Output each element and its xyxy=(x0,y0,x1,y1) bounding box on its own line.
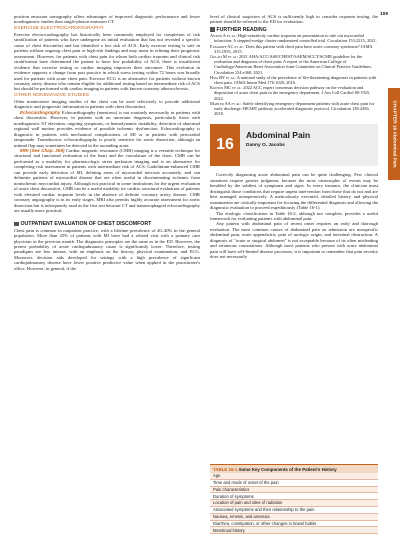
reference-item: Anand A et al: High-sensitivity cardiac troponin on presentation to rule out myocardial infarction: A stepped-wedge cluster randomized controlled trial. Circulation 153:2215, 2021. xyxy=(210,33,377,44)
reference-item: Hsia RY et al: A national study of the prevalence of life-threatening diagnoses in patients with chest pain. JAMA Intern Med 176:1029, 2016. xyxy=(210,74,377,85)
table-label: TABLE 16-1 xyxy=(213,466,238,472)
ecg-heading: EXERCISE ELECTROCARDIOGRAPHY xyxy=(14,25,104,31)
echo-paragraph xyxy=(14,110,200,148)
reference-item: Gulati M et al: 2021 AHA/ACC/ASE/CHEST/SAEM/SCCT/SCMR guideline for the evaluation and diagnosis of chest pain: A report of the American College of Cardiology/American Heart Association Joint Committee on Clinical Practice Guidelines. Circulation 154:e368, 2021. xyxy=(210,53,372,75)
table-row: Diarrhea, constipation, or other changes in bowel habits xyxy=(210,521,378,528)
echo-label: Echocardiography xyxy=(20,109,61,115)
chapter-banner xyxy=(210,124,378,166)
reference-list xyxy=(210,33,378,116)
mri-paragraph xyxy=(14,148,200,213)
mri-text: Cardiac magnetic resonance (CMR) imaging is a versatile technique for structural and functional evaluation of the heart and the vasculature of the chest. CMR can be performed as a modality for pharmacologic stress perfusion imaging and is an alternative for completing risk assessment in patients with intermediate risk of ACS. Gadolinium-enhanced CMR can provide early detection of MI, defining areas of myocardial necrosis accurately, and can delineate patterns of myocardial disease that are often useful in discriminating ischemic from nonischemic myocardial injury. Although not practical in some institutions for the urgent evaluation of acute chest discomfort, CMR can be a useful modality for cardiac structural evaluation of patients with elevated cardiac troponin levels in the absence of definite coronary artery disease. CMR coronary angiography is in its early stages. MRI also permits highly accurate assessment for aortic dissection but is infrequently used as the first test because CT and transesophageal echocardiography are usually more practical. xyxy=(14,147,200,213)
side-tab-label: CHAPTER 16 Abdominal Pain xyxy=(391,100,397,168)
ecg-paragraph: Exercise electrocardiography has historically been commonly employed for completion of risk stratification of patients who have undergone an initial evaluation that has not revealed a specific cause of chest discomfort and has identified a low risk of ACS. Early exercise testing is safe in patients without ongoing chest pain or high-risk findings and may assist in refining their prognostic assessment. However, for patients with chest pain for whom both cardiac troponin and clinical risk stratification have determined the patient to have low probability of ACS, there is insufficient evidence that exercise testing or cardiac imaging improves their outcomes. This evolution in evidence supports a change from past practice in which stress testing within 72 hours was broadly used for patients with acute chest pain. Exercise ECG is an alternative for patients without known coronary artery disease who remain eligible for additional testing based on intermediate risk of ACS but should be performed with cardiac imaging in patients with known coronary atherosclerosis. xyxy=(14,31,200,92)
body-paragraph-3: Any patient with abdominal pain of recent onset requires an early and thorough evaluation. The most common causes of abdominal pain on admission are nonspecific abdominal pain, acute appendicitis, pain of urologic origin, and intestinal obstruction. A diagnosis of "acute or surgical abdomen" is not acceptable because of its often misleading and erroneous connotations. Although most patients who present with acute abdominal pain will have self-limited disease processes, it is important to remember that pain severity does not necessarily xyxy=(210,221,378,260)
echo-text: Echocardiography (nonstress) is not routinely necessarily in patients with chest discomfort. However, in patients with an uncertain diagnosis, particularly those with nondiagnostic ST elevation, ongoing symptoms, or hemodynamic instability, detection of abnormal regional wall motion provides evidence of possible ischemic dysfunction. Echocardiography is diagnostic in patients with mechanical complications of MI or in patients with pericardial tamponade. Transthoracic echocardiography is poorly sensitive for aortic dissection, although an intimal flap may sometimes be detected in the ascending aorta. xyxy=(14,109,200,148)
table-title xyxy=(210,465,378,473)
section-square-icon xyxy=(14,222,19,227)
chapter-side-tab xyxy=(388,88,400,180)
table-row: Time and mode of onset of the pain xyxy=(210,480,378,487)
page-number: 109 xyxy=(379,12,388,17)
table-body xyxy=(210,473,378,534)
body-paragraph-1: Correctly diagnosing acute abdominal pain can be quite challenging. Few clinical situations require greater judgment, because the most catastrophic of events may be heralded by the subtlest of symptoms and signs. In every instance, the clinician must distinguish those conditions that require urgent intervention from those that do not and are best managed nonoperatively. A meticulously executed, detailed history and physical examination are critically important for focusing the differential diagnosis and allowing the diagnostic evaluation to proceed expeditiously (Table 16-1). xyxy=(210,172,378,211)
chapter-author: Danny O. Jacobs xyxy=(246,143,285,149)
table-caption: Some Key Components of the Patient's History xyxy=(238,466,337,472)
other-studies-heading: OTHER NONINVASIVE STUDIES xyxy=(14,92,90,98)
chapter-title: Abdominal Pain xyxy=(246,130,311,141)
reference-item: Kontos MC et al: 2022 ACC expert consensus decision pathway on the evaluation and disposition of acute chest pain in the emergency department. J Am Coll Cardiol 80:1925, 2022. xyxy=(210,85,371,101)
body-paragraph-2: The etiologic classification in Table 16-2, although not complete, provides a useful framework for evaluating patients with abdominal pain. xyxy=(210,210,378,221)
chapter-title-box xyxy=(240,124,378,166)
table-row: Associated symptoms and their relationship to the pain xyxy=(210,507,378,514)
intro-paragraph: positron emission tomography offers advantages of improved diagnostic performance and fewer nondiagnostic studies than single-photon emission CT. xyxy=(14,14,200,25)
continued-paragraph: level of clinical suspicion of ACS is sufficiently high to consider troponin testing, the patient should be referred to the ED for evaluation. xyxy=(210,14,378,25)
further-reading-heading-text: FURTHER READING xyxy=(216,26,267,33)
left-column xyxy=(14,14,200,271)
table-row: Nausea, emesis, and anorexia xyxy=(210,514,378,521)
outpatient-paragraph: Chest pain is common in outpatient practice, with a lifetime prevalence of 20–40% in the general population. More than 25% of patients with MI have had a related visit with a primary care physician in the previous month. The diagnostic principles are the same as in the ED. However, the pretest probability of acute cardiopulmonary cause is significantly lower. Therefore, testing paradigms are less intense, with an emphasis on the history, physical examination, and ECG. Moreover, decision aids developed for settings with a high prevalence of significant cardiopulmonary disease have lower positive predictive value when applied in the practitioner's office. However, in general, if the xyxy=(14,227,200,271)
right-column xyxy=(210,14,378,260)
chapter-number: 16 xyxy=(210,124,240,166)
table-row: Age xyxy=(210,473,378,480)
table-row: Duration of symptoms xyxy=(210,493,378,500)
table-row: Pain characteristics xyxy=(210,487,378,494)
history-table xyxy=(210,464,378,534)
mri-label: MRI (See Chap. 269) xyxy=(20,147,65,153)
reference-item: Mahler SA et al: Safely identifying emergency department patients with acute chest pain for early discharge: HEART pathway accelerated diagnostic protocol. Circulation 138:2456, 2018. xyxy=(210,100,375,117)
outpatient-heading-text: OUTPATIENT EVALUATION OF CHEST DISCOMFORT xyxy=(20,221,152,228)
table-row: Location of pain and sites of radiation xyxy=(210,500,378,507)
table-row: Menstrual history xyxy=(210,527,378,534)
reference-item: Fanaroff AC et al: Does this patient with chest pain have acute coronary syndrome? JAMA 315:1955, 2015. xyxy=(210,43,373,54)
other-studies-paragraph: Other noninvasive imaging studies of the chest can be used selectively to provide additional diagnostic and prognostic information in patients with chest discomfort. xyxy=(14,98,200,110)
section-square-icon xyxy=(210,27,215,32)
